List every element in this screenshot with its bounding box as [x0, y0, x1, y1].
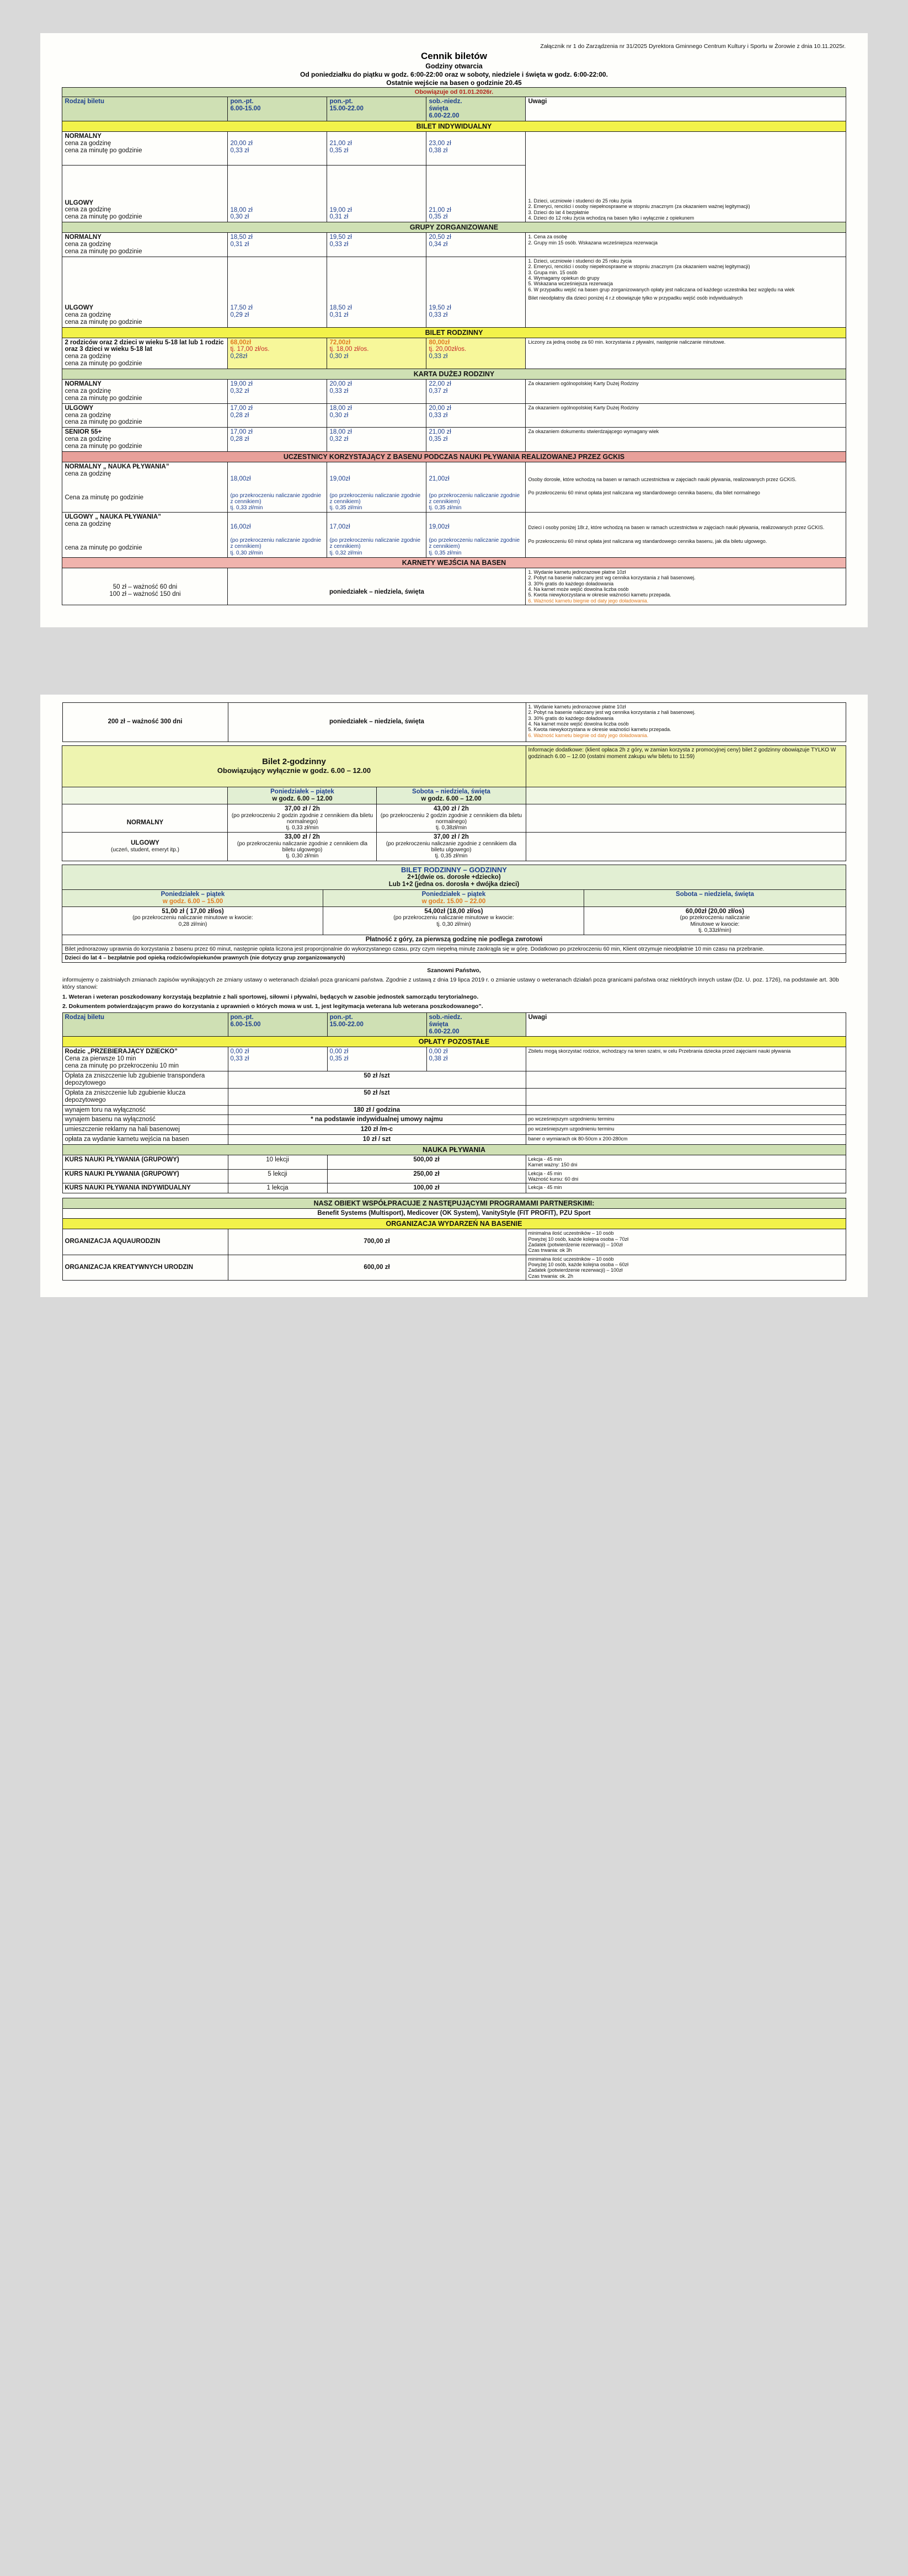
of-col-c1: pon.-pt. 6.00-15.00 — [228, 1012, 327, 1037]
cell-2h-normal-sob: 43,00 zł / 2h (po przekroczeniu 2 godzin zgodnie z cennikiem dla biletu normalnego) tj. 0,38zł/min — [377, 804, 526, 832]
section-other-fees: OPŁATY POZOSTAŁE — [62, 1037, 846, 1047]
cell-nauka-normal-note: Osoby dorosłe, które wchodzą na basen w ramach uczestnictwa w zajęciach nauki pływania, realizowanych przez GCKIS. Po przekroczeniu 60 minut opłata jest naliczana wg standardowego cennika basenu, dla bilet normalnego — [526, 462, 846, 512]
row-ulgowy-nauka: ULGOWY „ NAUKA PŁYWANIA” cena za godzinę cena za minutę po godzinie — [62, 513, 228, 557]
of-row-parent: Rodzic „PRZEBIERAJĄCY DZIECKO” Cena za pierwsze 10 min cena za minutę po przekroczeniu 10 min — [62, 1047, 228, 1071]
row-2h-normal-label: NORMALNY — [62, 804, 228, 832]
swim-row-2-price: 250,00 zł — [327, 1169, 526, 1183]
valid-from-banner: Obowiązuje od 01.01.2026r. — [62, 88, 846, 97]
of-lane-note — [526, 1105, 846, 1115]
swim-row-3-note: Lekcja - 45 min — [526, 1183, 846, 1193]
cell-2h-info: Informacje dodatkowe: (klient opłaca 2h z góry, w zamian korzysta z promocyjnej ceny) bilet 2 godzinny obowiązuje TYLKO W godzinach 6.00 – 12.00 (ostatni moment zakupu w/w biletu to 11:59) — [526, 745, 846, 787]
cell-nauka-normal-c1: 18,00zł (po przekroczeniu naliczanie zgodnie z cennikiem) tj. 0,33 zł/min — [228, 462, 327, 512]
fh-price-2: 54,00zł (18,00 zł/os) (po przekroczeniu naliczanie minutowe w kwocie: tj. 0,30 zł/min) — [323, 906, 584, 935]
cell-bf-normal-c3: 22,00 zł 0,37 zł — [426, 380, 526, 404]
cell-normal-grp-c1: 18,50 zł 0,31 zł — [228, 233, 327, 257]
attachment-note: Załącznik nr 1 do Zarządzenia nr 31/2025 Dyrektora Gminnego Centrum Kultury i Sportu w Żorowie z dnia 10.11.2025r. — [540, 43, 846, 50]
cell-ulgowy-grp-c1: 17,50 zł 0,29 zł — [228, 257, 327, 327]
fh-footer-2: Bilet jednorazowy uprawnia do korzystania z basenu przez 60 minut, następnie opłata liczona jest proporcjonalnie do wykorzystanego czasu, przy czym niepełną minutę zaokrągla się w górę. Dodatkowo po przekroczeniu 60 min, Klient otrzymuje nieodpłatnie 10 min czasu na przebranie. — [62, 945, 846, 953]
cell-bf-normal-c2: 20,00 zł 0,33 zł — [327, 380, 426, 404]
cell-2h-blank2 — [526, 787, 846, 804]
swim-row-2-qty: 5 lekcji — [228, 1169, 327, 1183]
cell-bf-senior-c1: 17,00 zł 0,28 zł — [228, 428, 327, 452]
cell-karnet-300-notes: 1. Wydanie karnetu jednorazowe płatne 10zł 2. Pobyt na basenie naliczany jest wg cennika korzystania z hali basenowej. 3. 30% gratis do każdego doładowania 4. Na karnet może wejść dowolna liczba osób 5. Kwota niewykorzystana w okresie ważności karnetu przepada. 6. Ważność karnetu biegnie od daty jego doładowania. — [526, 702, 846, 742]
other-fees-table — [62, 1012, 846, 1194]
cell-bf-ulgowy-c1: 17,00 zł 0,28 zł — [228, 403, 327, 428]
of-transponder-value: 50 zł /szt — [228, 1071, 526, 1089]
main-price-table — [62, 87, 846, 605]
family-hourly-table — [62, 865, 846, 963]
cell-nauka-ulgowy-c2: 17,00zł (po przekroczeniu naliczanie zgodnie z cennikiem) tj. 0,32 zł/min — [327, 513, 426, 557]
veterans-notice — [62, 967, 846, 1010]
row-normal-nauka: NORMALNY „ NAUKA PŁYWANIA” cena za godzinę Cena za minutę po godzinie — [62, 462, 228, 512]
cell-groups-normal-notes: 1. Cena za osobę 2. Grupy min 15 osób. Wskazana wcześniejsza rezerwacja — [526, 233, 846, 257]
fh-footer-1: Płatność z góry, za pierwszą godzinę nie podlega zwrotowi — [62, 935, 846, 945]
section-bigfamily: KARTA DUŻEJ RODZINY — [62, 369, 846, 380]
fh-price-3: 60,00zł (20,00 zł/os) (po przekroczeniu naliczanie Minutowe w kwocie: tj. 0,33zł/min) — [584, 906, 846, 935]
of-row-pool: wynajem basenu na wyłączność — [62, 1115, 228, 1125]
of-col-c2: pon.-pt. 15.00-22.00 — [327, 1012, 426, 1037]
fh-col-1: Poniedziałek – piątek w godz. 6.00 – 15.00 — [62, 889, 323, 906]
swim-row-3-qty: 1 lekcja — [228, 1183, 327, 1193]
section-individual: BILET INDYWIDUALNY — [62, 121, 846, 131]
swim-row-2-label: KURS NAUKI PŁYWANIA (GRUPOWY) — [62, 1169, 228, 1183]
of-card-note: baner o wymiarach ok 80-50cm x 200-280cm — [526, 1135, 846, 1145]
of-transponder-note — [526, 1071, 846, 1089]
cell-ulgowy-ind-c1: 18,00 zł 0,30 zł — [228, 165, 327, 222]
cell-karnety-values: 50 zł – ważność 60 dni 100 zł – ważność 150 dni — [62, 568, 228, 605]
swim-row-3-label: KURS NAUKI PŁYWANIA INDYWIDUALNY — [62, 1183, 228, 1193]
row-ulgowy-individual: ULGOWY cena za godzinę cena za minutę po godzinie — [62, 165, 228, 222]
cell-normal-ind-c3: 23,00 zł 0,38 zł — [426, 131, 526, 165]
cell-normal-ind-c1: 20,00 zł 0,33 zł — [228, 131, 327, 165]
cell-bf-normal-c1: 19,00 zł 0,32 zł — [228, 380, 327, 404]
cell-family-c3: 80,00zł tj. 20,00zł/os. 0,33 zł — [426, 338, 526, 369]
cell-nauka-ulgowy-note: Dzieci i osoby poniżej 18r.ż, które wchodzą na basen w ramach uczestnictwa w zajęciach nauki pływania, realizowanych przez GCKIS. Po przekroczeniu 60 minut opłata jest naliczana wg standardowego cennika basenu, jak dla biletu ulgowego. — [526, 513, 846, 557]
cell-normal-grp-c3: 20,50 zł 0,34 zł — [426, 233, 526, 257]
fh-col-3: Sobota – niedziela, święta — [584, 889, 846, 906]
cell-karnety-notes: 1. Wydanie karnetu jednorazowe płatne 10zł 2. Pobyt na basenie naliczany jest wg cennika korzystania z hali basenowej. 3. 30% gratis do każdego doładowania 4. Na karnet może wejść dowolna liczba osób 5. Kwota niewykorzystana w okresie ważności karnetu przepada. 6. Ważność karnetu biegnie od daty jego doładowania. — [526, 568, 846, 605]
swim-row-2-note: Lekcja - 45 min Ważność kursu: 60 dni — [526, 1169, 846, 1183]
swim-row-1-label: KURS NAUKI PŁYWANIA (GRUPOWY) — [62, 1155, 228, 1170]
cell-normal-ind-c2: 21,00 zł 0,35 zł — [327, 131, 426, 165]
of-parent-note: Zbiletu mogą skorzystać rodzice, wchodzący na teren szatni, w celu Przebrania dziecka przed zajęciami nauki pływania — [526, 1047, 846, 1071]
row-ulgowy-bigfamily: ULGOWY cena za godzinę cena za minutę po godzinie — [62, 403, 228, 428]
row-ulgowy-groups: ULGOWY cena za godzinę cena za minutę po godzinie — [62, 257, 228, 327]
price-list-sheet-2 — [40, 695, 868, 1297]
cell-ulgowy-ind-c3: 21,00 zł 0,35 zł — [426, 165, 526, 222]
swim-row-1-qty: 10 lekcji — [228, 1155, 327, 1170]
of-ad-note: po wcześniejszym uzgodnieniu terminu — [526, 1125, 846, 1135]
family-hourly-title: BILET RODZINNY – GODZINNY 2+1(dwie os. dorosłe +dziecko) Lub 1+2 (jedna os. dorosła + dwójka dzieci) — [62, 865, 846, 889]
partners-text: Benefit Systems (Multisport), Medicover (OK System), VanityStyle (FIT PROFIT), PZU Sport — [62, 1209, 846, 1219]
veterans-p1: informujemy o zaistniałych zmianach zapisów wynikających ze zmiany ustawy o weteranach działań poza granicami państwa. Zgodnie z ustawą z dnia 19 lipca 2019 r. o zmianie ustawy o weteranach działań poza granicami państwa oraz niektórych innych ustaw (Dz. U. poz. 1726), na podstawie art. 30b który stanowi: — [62, 977, 839, 991]
swim-row-1-note: Lekcja - 45 min Karnet ważny: 150 dni — [526, 1155, 846, 1170]
opening-hours-line: Od poniedziałku do piątku w godz. 6:00-22:00 oraz w soboty, niedziele i święta w godz. 6:00-22:00. — [300, 71, 608, 78]
last-entry-line: Ostatnie wejście na basen o godzinie 20.45 — [386, 79, 522, 87]
swim-row-1-price: 500,00 zł — [327, 1155, 526, 1170]
col-header-pnpt-morning: pon.-pt. 6.00-15.00 — [228, 97, 327, 121]
of-card-value: 10 zł / szt — [228, 1135, 526, 1145]
partners-title: NASZ OBIEKT WSPÓŁPRACUJE Z NASTĘPUJĄCYMI PROGRAMAMI PARTNERSKIMI: — [62, 1198, 846, 1209]
cell-2h-ulgowy-sob: 37,00 zł / 2h (po przekroczeniu naliczanie zgodnie z cennikiem dla biletu ulgowego) tj. 0,35 zł/min — [377, 833, 526, 861]
cell-individual-notes: 1. Dzieci, uczniowie i studenci do 25 roku życia 2. Emeryci, renciści i osoby niepełnosprawne w stopniu znacznym (za okazaniem ważnej legitymacji) 3. Dzieci do lat 4 bezpłatnie 4. Dzieci do 12 roku życia wchodzą na basen tylko i wyłącznie z opiekunem — [526, 131, 846, 222]
swim-row-3-price: 100,00 zł — [327, 1183, 526, 1193]
cell-2h-normal-pnpt: 37,00 zł / 2h (po przekroczeniu 2 godzin zgodnie z cennikiem dla biletu normalnego) tj. 0,33 zł/min — [228, 804, 377, 832]
cell-nauka-normal-c3: 21,00zł (po przekroczeniu naliczanie zgodnie z cennikiem) tj. 0,35 zł/min — [426, 462, 526, 512]
event-row-2-notes: minimalna ilość uczestników – 10 osób Powyżej 10 osób, każde kolejna osoba – 60zł Zadatek (potwierdzenie rezerwacji) – 100zł Czas trwania: ok. 2h — [526, 1255, 846, 1280]
cell-bf-senior-note: Za okazaniem dokumentu stwierdzającego wymagany wiek — [526, 428, 846, 452]
cell-bf-ulgowy-note: Za okazaniem ogólnopolskiej Karty Dużej Rodziny — [526, 403, 846, 428]
of-col-notes: Uwagi — [526, 1012, 846, 1037]
section-gckis: UCZESTNICY KORZYSTAJĄCY Z BASENU PODCZAS NAUKI PŁYWANIA REALIZOWANEJ PRZEZ GCKIS — [62, 451, 846, 462]
cell-karnet-300-days: poniedziałek – niedziela, święta — [228, 702, 526, 742]
cell-2h-ulgowy-pnpt: 33,00 zł / 2h (po przekroczeniu naliczanie zgodnie z cennikiem dla biletu ulgowego) tj. 0,30 zł/min — [228, 833, 377, 861]
cell-family-c2: 72,00zł tj. 18,00 zł/os. 0,30 zł — [327, 338, 426, 369]
event-row-2-label: ORGANIZACJA KREATYWNYCH URODZIN — [62, 1255, 228, 1280]
of-row-transponder: Opłata za zniszczenie lub zgubienie transpondera depozytowego — [62, 1071, 228, 1089]
of-row-lane: wynajem toru na wyłączność — [62, 1105, 228, 1115]
cell-groups-ulgowy-notes: 1. Dzieci, uczniowie i studenci do 25 roku życia 2. Emeryci, renciści i osoby niepełnosprawne w stopniu znacznym (za okazaniem ważnej legitymacji) 3. Grupa min. 15 osób 4. Wymagamy opiekun do grupy 5. Wskazana wcześniejsza rezerwacja 6. W przypadku wejść na basen grup zorganizowanych opłaty jest naliczana od każdego uczestnika bez względu na wiek Bilet nieodpłatny dla dzieci poniżej 4 r.ż obowiązuje tylko w przypadku wejść osób indywidualnych — [526, 257, 846, 327]
veterans-p3: 2. Dokumentem potwierdzającym prawo do korzystania z uprawnień o których mowa w ust. 1, jest legitymacja weterana lub weterana poszkodowanego”. — [62, 1002, 483, 1010]
price-list-sheet-1 — [40, 33, 868, 627]
cell-ulgowy-grp-c2: 18,50 zł 0,31 zł — [327, 257, 426, 327]
cell-nauka-ulgowy-c3: 19,00zł (po przekroczeniu naliczanie zgodnie z cennikiem) tj. 0,35 zł/min — [426, 513, 526, 557]
event-row-2-price: 600,00 zł — [228, 1255, 526, 1280]
cell-bf-senior-c2: 18,00 zł 0,32 zł — [327, 428, 426, 452]
of-pool-note: po wcześniejszym uzgodnieniu terminu — [526, 1115, 846, 1125]
cell-2h-ulgowy-note — [526, 833, 846, 861]
cell-2h-title: Bilet 2-godzinny Obowiązujący wyłącznie w godz. 6.00 – 12.00 — [62, 745, 526, 787]
section-family: BILET RODZINNY — [62, 327, 846, 338]
page-gap — [0, 627, 908, 660]
of-key-value: 50 zł /szt — [228, 1088, 526, 1105]
cell-ulgowy-ind-c2: 19,00 zł 0,31 zł — [327, 165, 426, 222]
col-2h-sob: Sobota – niedziela, święta w godz. 6.00 – 12.00 — [377, 787, 526, 804]
fh-price-1: 51,00 zł ( 17,00 zł/os) (po przekroczeniu naliczanie minutowe w kwocie: 0,28 zł/min) — [62, 906, 323, 935]
cell-nauka-ulgowy-c1: 16,00zł (po przekroczeniu naliczanie zgodnie z cennikiem) tj. 0,30 zł/min — [228, 513, 327, 557]
veterans-p2: 1. Weteran i weteran poszkodowany korzystają bezpłatnie z hali sportowej, siłowni i pływalni, będących w zasobie jednostek samorządu terytorialnego. — [62, 993, 479, 1000]
cell-bf-ulgowy-c2: 18,00 zł 0,30 zł — [327, 403, 426, 428]
of-row-key: Opłata za zniszczenie lub zgubienie klucza depozytowego — [62, 1088, 228, 1105]
of-parent-c3: 0,00 zł 0,38 zł — [426, 1047, 526, 1071]
of-row-card: opłata za wydanie karnetu wejścia na basen — [62, 1135, 228, 1145]
karnet-300-table — [62, 702, 846, 742]
col-header-notes: Uwagi — [526, 97, 846, 121]
section-swim-school: NAUKA PŁYWANIA — [62, 1145, 846, 1155]
of-parent-c2: 0,00 zł 0,35 zł — [327, 1047, 426, 1071]
cell-2h-blank — [62, 787, 228, 804]
veterans-heading: Szanowni Państwo, — [427, 967, 481, 974]
partners-events-table — [62, 1198, 846, 1281]
cell-ulgowy-grp-c3: 19,50 zł 0,33 zł — [426, 257, 526, 327]
fh-footer-3: Dzieci do lat 4 – bezpłatnie pod opieką rodziców/opiekunów prawnych (nie dotyczy grup zorganizowanych) — [62, 954, 846, 963]
row-family-label: 2 rodziców oraz 2 dzieci w wieku 5-18 lat lub 1 rodzic oraz 3 dzieci w wieku 5-18 lat cena za godzinę cena za minutę po godzinie — [62, 338, 228, 369]
of-pool-value: * na podstawie indywidualnej umowy najmu — [228, 1115, 526, 1125]
cell-karnety-days: poniedziałek – niedziela, święta — [228, 568, 526, 605]
two-hour-ticket-table — [62, 745, 846, 861]
cell-2h-normal-note — [526, 804, 846, 832]
cell-bf-ulgowy-c3: 20,00 zł 0,33 zł — [426, 403, 526, 428]
cell-normal-grp-c2: 19,50 zł 0,33 zł — [327, 233, 426, 257]
cell-family-c1: 68,00zł tj. 17,00 zł/os. 0,28zł — [228, 338, 327, 369]
document-title: Cennik biletów — [421, 51, 487, 61]
row-senior-bigfamily: SENIOR 55+ cena za godzinę cena za minutę po godzinie — [62, 428, 228, 452]
opening-hours-heading: Godziny otwarcia — [425, 62, 483, 70]
cell-family-notes: Liczony za jedną osobę za 60 min. korzystania z pływalni, następnie naliczanie minutowe. — [526, 338, 846, 369]
col-header-weekend: sob.-niedz. święta 6.00-22.00 — [426, 97, 526, 121]
col-header-type: Rodzaj biletu — [62, 97, 228, 121]
event-row-1-price: 700,00 zł — [228, 1229, 526, 1255]
event-row-1-label: ORGANIZACJA AQUAURODZIN — [62, 1229, 228, 1255]
cell-nauka-normal-c2: 19,00zł (po przekroczeniu naliczanie zgodnie z cennikiem) tj. 0,35 zł/min — [327, 462, 426, 512]
col-2h-pnpt: Poniedziałek – piątek w godz. 6.00 – 12.00 — [228, 787, 377, 804]
of-parent-c1: 0,00 zł 0,33 zł — [228, 1047, 327, 1071]
of-lane-value: 180 zł / godzina — [228, 1105, 526, 1115]
of-col-type: Rodzaj biletu — [62, 1012, 228, 1037]
fh-col-2: Poniedziałek – piątek w godz. 15.00 – 22.00 — [323, 889, 584, 906]
section-karnety: KARNETY WEJŚCIA NA BASEN — [62, 557, 846, 568]
row-normal-bigfamily: NORMALNY cena za godzinę cena za minutę po godzinie — [62, 380, 228, 404]
cell-karnet-300: 200 zł – ważność 300 dni — [62, 702, 228, 742]
of-key-note — [526, 1088, 846, 1105]
row-normal-individual: NORMALNY cena za godzinę cena za minutę po godzinie — [62, 131, 228, 165]
row-2h-ulgowy-label: ULGOWY (uczeń, student, emeryt itp.) — [62, 833, 228, 861]
cell-bf-normal-note: Za okazaniem ogólnopolskiej Karty Dużej Rodziny — [526, 380, 846, 404]
document-page — [0, 33, 908, 1297]
event-row-1-notes: minimalna ilość uczestników – 10 osób Powyżej 10 osób, każde kolejna osoba – 70zł Zadatek (potwierdzenie rezerwacji) – 100zł Czas trwania: ok 3h — [526, 1229, 846, 1255]
of-col-c3: sob.-niedz. święta 6.00-22.00 — [426, 1012, 526, 1037]
row-normal-groups: NORMALNY cena za godzinę cena za minutę po godzinie — [62, 233, 228, 257]
section-groups: GRUPY ZORGANIZOWANE — [62, 222, 846, 233]
col-header-pnpt-afternoon: pon.-pt. 15.00-22.00 — [327, 97, 426, 121]
of-ad-value: 120 zł /m-c — [228, 1125, 526, 1135]
of-row-ad: umieszczenie reklamy na hali basenowej — [62, 1125, 228, 1135]
cell-bf-senior-c3: 21,00 zł 0,35 zł — [426, 428, 526, 452]
events-title: ORGANIZACJA WYDARZEŃ NA BASENIE — [62, 1219, 846, 1229]
